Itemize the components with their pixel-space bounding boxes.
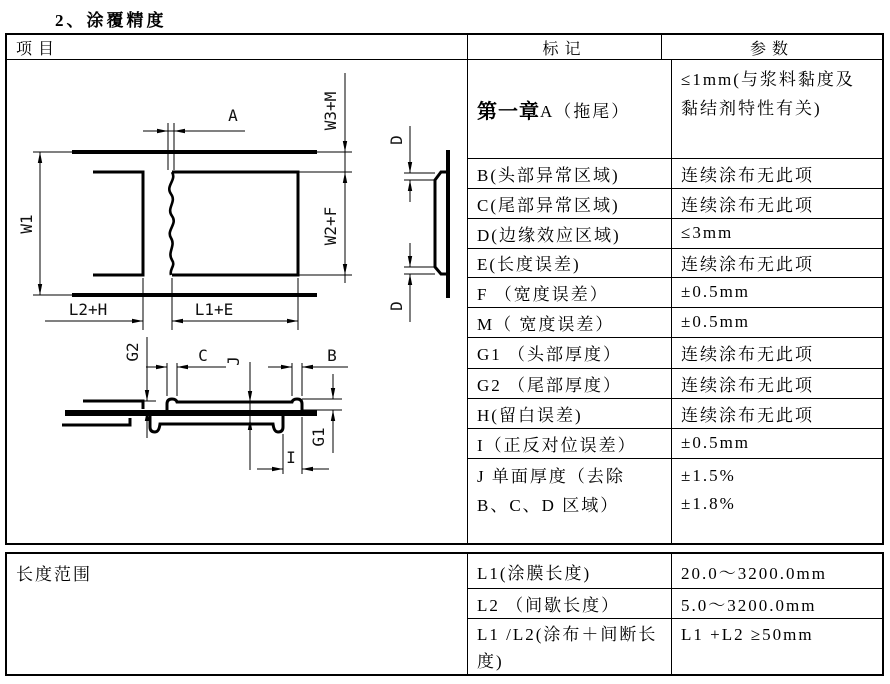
table-row — [468, 337, 882, 369]
param-line: 黏结剂特性有关) — [681, 99, 822, 118]
mark-cell: D(边缘效应区域) — [468, 218, 672, 248]
dim-label-w3m: W3+M — [321, 91, 340, 131]
param-cell — [672, 458, 882, 543]
mark-cell: E(长度误差) — [468, 248, 672, 277]
table-row — [468, 554, 882, 589]
param-cell: 连续涂布无此项 — [681, 165, 814, 185]
column-header-mark: 标记 — [468, 35, 662, 60]
param-cell: 连续涂布无此项 — [681, 405, 814, 425]
mark-chapter-label: 第一章 — [477, 100, 540, 123]
mark-cell: L1 /L2(涂布＋间断长度) — [468, 618, 672, 674]
param-cell: ±0.5mm — [681, 282, 751, 301]
table-row — [468, 618, 882, 674]
param-cell — [672, 60, 882, 158]
table-row — [468, 277, 882, 308]
dim-label-g1: G1 — [309, 427, 328, 447]
dim-label-d-top: D — [387, 135, 406, 145]
column-header-item: 项目 — [7, 35, 468, 60]
dim-label-g2: G2 — [123, 342, 142, 362]
table-row — [468, 60, 882, 159]
mark-cell: G1 （头部厚度） — [468, 337, 672, 368]
table-row — [468, 428, 882, 459]
dim-label-l2h: L2+H — [68, 300, 108, 319]
column-header-param: 参数 — [662, 35, 882, 60]
dim-label-l1e: L1+E — [194, 300, 234, 319]
length-range-item-cell: 长度范围 — [7, 554, 468, 674]
table-row — [468, 588, 882, 619]
mark-cell: M（ 宽度误差） — [468, 307, 672, 337]
param-cell: 连续涂布无此项 — [681, 375, 814, 395]
param-line: ±1.5% — [681, 466, 736, 485]
param-cell: ±0.5mm — [681, 433, 751, 452]
table-row — [468, 188, 882, 219]
dim-label-w1: W1 — [17, 214, 36, 234]
dim-label-b: B — [327, 346, 337, 365]
param-line: ±1.8% — [681, 494, 736, 513]
param-cell: ±0.5mm — [681, 312, 751, 331]
mark-line: J 单面厚度（去除 — [477, 467, 625, 486]
mark-cell: H(留白误差) — [468, 398, 672, 428]
table-row — [468, 398, 882, 429]
mark-cell: B(头部异常区域) — [468, 158, 672, 188]
param-cell: 连续涂布无此项 — [681, 345, 814, 364]
mark-line: B、C、D 区域） — [477, 496, 620, 515]
mark-cell: C(尾部异常区域) — [468, 188, 672, 218]
mark-label: A（拖尾） — [540, 101, 631, 121]
table-row — [468, 248, 882, 278]
mark-cell — [468, 458, 672, 543]
table-row — [468, 218, 882, 249]
mark-cell — [468, 60, 672, 158]
length-range-table — [5, 552, 884, 676]
mark-cell: L2 （间歇长度） — [468, 588, 672, 618]
table-row — [468, 458, 882, 543]
mark-cell: G2 （尾部厚度） — [468, 368, 672, 398]
coating-precision-table — [5, 33, 884, 545]
param-cell: ≤3mm — [681, 223, 734, 242]
param-line: ≤1mm(与浆料黏度及 — [681, 70, 855, 89]
dim-label-w2f: W2+F — [321, 206, 340, 246]
mark-cell: I（正反对位误差） — [468, 428, 672, 458]
table-row — [468, 307, 882, 338]
dim-label-a: A — [228, 106, 238, 125]
table-row — [468, 158, 882, 189]
dim-label-j: J — [224, 356, 243, 366]
table-row — [468, 368, 882, 399]
param-cell: 5.0～3200.0mm — [681, 595, 817, 615]
param-cell: 连续涂布无此项 — [681, 195, 814, 215]
mark-cell: L1(涂膜长度) — [468, 554, 672, 588]
param-cell: 连续涂布无此项 — [681, 255, 814, 274]
diagram-cell — [7, 60, 468, 543]
mark-cell: F （宽度误差） — [468, 277, 672, 307]
param-cell: L1 +L2 ≥50mm — [681, 625, 814, 644]
dim-label-d-bottom: D — [387, 301, 406, 311]
dim-label-c: C — [198, 346, 208, 365]
dim-label-i: I — [286, 448, 296, 467]
page-title: 2、涂覆精度 — [55, 11, 167, 30]
param-cell: 20.0～3200.0mm — [681, 563, 827, 583]
